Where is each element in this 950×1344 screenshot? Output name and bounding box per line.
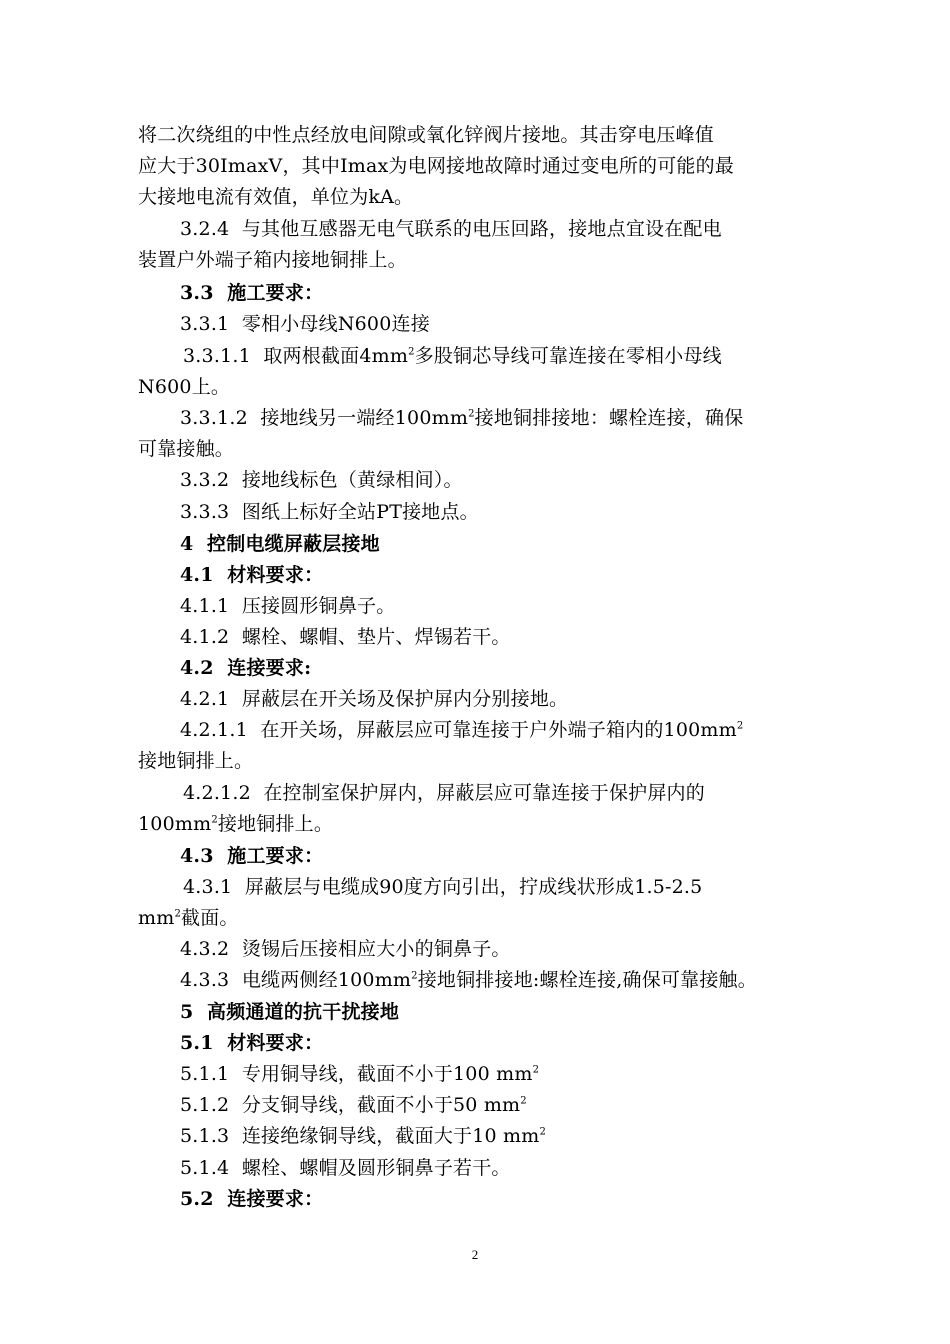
superscript: 2 [174, 908, 181, 920]
text-line: 4.2.1 屏蔽层在开关场及保护屏内分别接地。 [180, 688, 569, 710]
text-segment: 3.3.1.2 接地线另一端经100mm [180, 407, 469, 429]
text-segment: 接地铜排接地：螺栓连接，确保 [474, 407, 744, 429]
text-line [180, 718, 743, 742]
text-segment: 接地铜排上。 [217, 813, 334, 835]
page-number: 2 [471, 1247, 479, 1262]
text-line: 装置户外端子箱内接地铜排上。 [138, 249, 407, 271]
text-line [180, 406, 743, 430]
text-line: N600上。 [138, 376, 231, 398]
text-line: 可靠接触。 [138, 438, 235, 460]
section-heading: 4.2 连接要求: [180, 657, 312, 679]
text-line [180, 1093, 527, 1117]
text-line: 4.1.1 压接圆形铜鼻子。 [180, 595, 396, 617]
text-segment: mm [138, 907, 175, 929]
text-line [180, 1124, 546, 1148]
text-line: 3.3.2 接地线标色（黄绿相间）。 [180, 469, 463, 491]
text-line: 大接地电流有效值，单位为kA。 [138, 186, 414, 208]
text-line: 将二次绕组的中性点经放电间隙或氧化锌阀片接地。其击穿电压峰值 [138, 124, 715, 146]
superscript: 2 [211, 814, 218, 826]
text-line: 应大于30ImaxV，其中Imax为电网接地故障时通过变电所的可能的最 [138, 155, 735, 177]
text-line: 3.2.4 与其他互感器无电气联系的电压回路，接地点宜设在配电 [180, 218, 722, 240]
section-heading: 5 高频通道的抗干扰接地 [180, 1001, 400, 1023]
superscript: 2 [736, 720, 744, 732]
superscript: 2 [520, 1095, 527, 1107]
text-line: 4.3.1 屏蔽层与电缆成90度方向引出，拧成线状形成1.5-2.5 [183, 876, 703, 898]
superscript: 2 [411, 970, 418, 982]
text-segment: 3.3.1.1 取两根截面4mm [183, 345, 409, 367]
superscript: 2 [532, 1064, 540, 1076]
text-line: 3.3.1 零相小母线N600连接 [180, 313, 430, 335]
section-heading: 4.3 施工要求： [180, 845, 324, 867]
text-segment: 4.2.1.1 在开关场，屏蔽层应可靠连接于户外端子箱内的100mm [180, 719, 737, 741]
text-segment: 5.1.2 分支铜导线，截面不小于50 mm [180, 1094, 521, 1116]
text-line: 3.3.3 图纸上标好全站PT接地点。 [180, 501, 479, 523]
section-heading: 3.3 施工要求： [180, 282, 324, 304]
text-segment: 接地铜排接地:螺栓连接,确保可靠接触。 [417, 969, 757, 991]
text-line [180, 1062, 539, 1086]
section-heading: 5.1 材料要求： [180, 1032, 324, 1054]
text-line: 接地铜排上。 [138, 750, 254, 772]
text-line [138, 812, 333, 836]
section-heading: 4 控制电缆屏蔽层接地 [180, 533, 380, 555]
text-line: 4.3.2 烫锡后压接相应大小的铜鼻子。 [180, 938, 511, 960]
text-line [183, 344, 722, 368]
text-segment: 4.3.3 电缆两侧经100mm [180, 969, 412, 991]
text-line: 4.1.2 螺栓、螺帽、垫片、焊锡若干。 [180, 626, 511, 648]
text-segment: 100mm [138, 813, 212, 835]
text-line [138, 906, 239, 930]
text-line: 4.2.1.2 在控制室保护屏内，屏蔽层应可靠连接于保护屏内的 [183, 782, 705, 804]
superscript: 2 [468, 408, 475, 420]
superscript: 2 [408, 346, 415, 358]
section-heading: 4.1 材料要求： [180, 564, 324, 586]
text-line [180, 968, 757, 992]
superscript: 2 [539, 1126, 547, 1138]
text-segment: 5.1.1 专用铜导线，截面不小于100 mm [180, 1063, 533, 1085]
text-line: 5.1.4 螺栓、螺帽及圆形铜鼻子若干。 [180, 1157, 511, 1179]
text-segment: 多股铜芯导线可靠连接在零相小母线 [414, 345, 722, 367]
text-segment: 截面。 [181, 907, 239, 929]
text-segment: 5.1.3 连接绝缘铜导线，截面大于10 mm [180, 1125, 540, 1147]
section-heading: 5.2 连接要求： [180, 1188, 324, 1210]
